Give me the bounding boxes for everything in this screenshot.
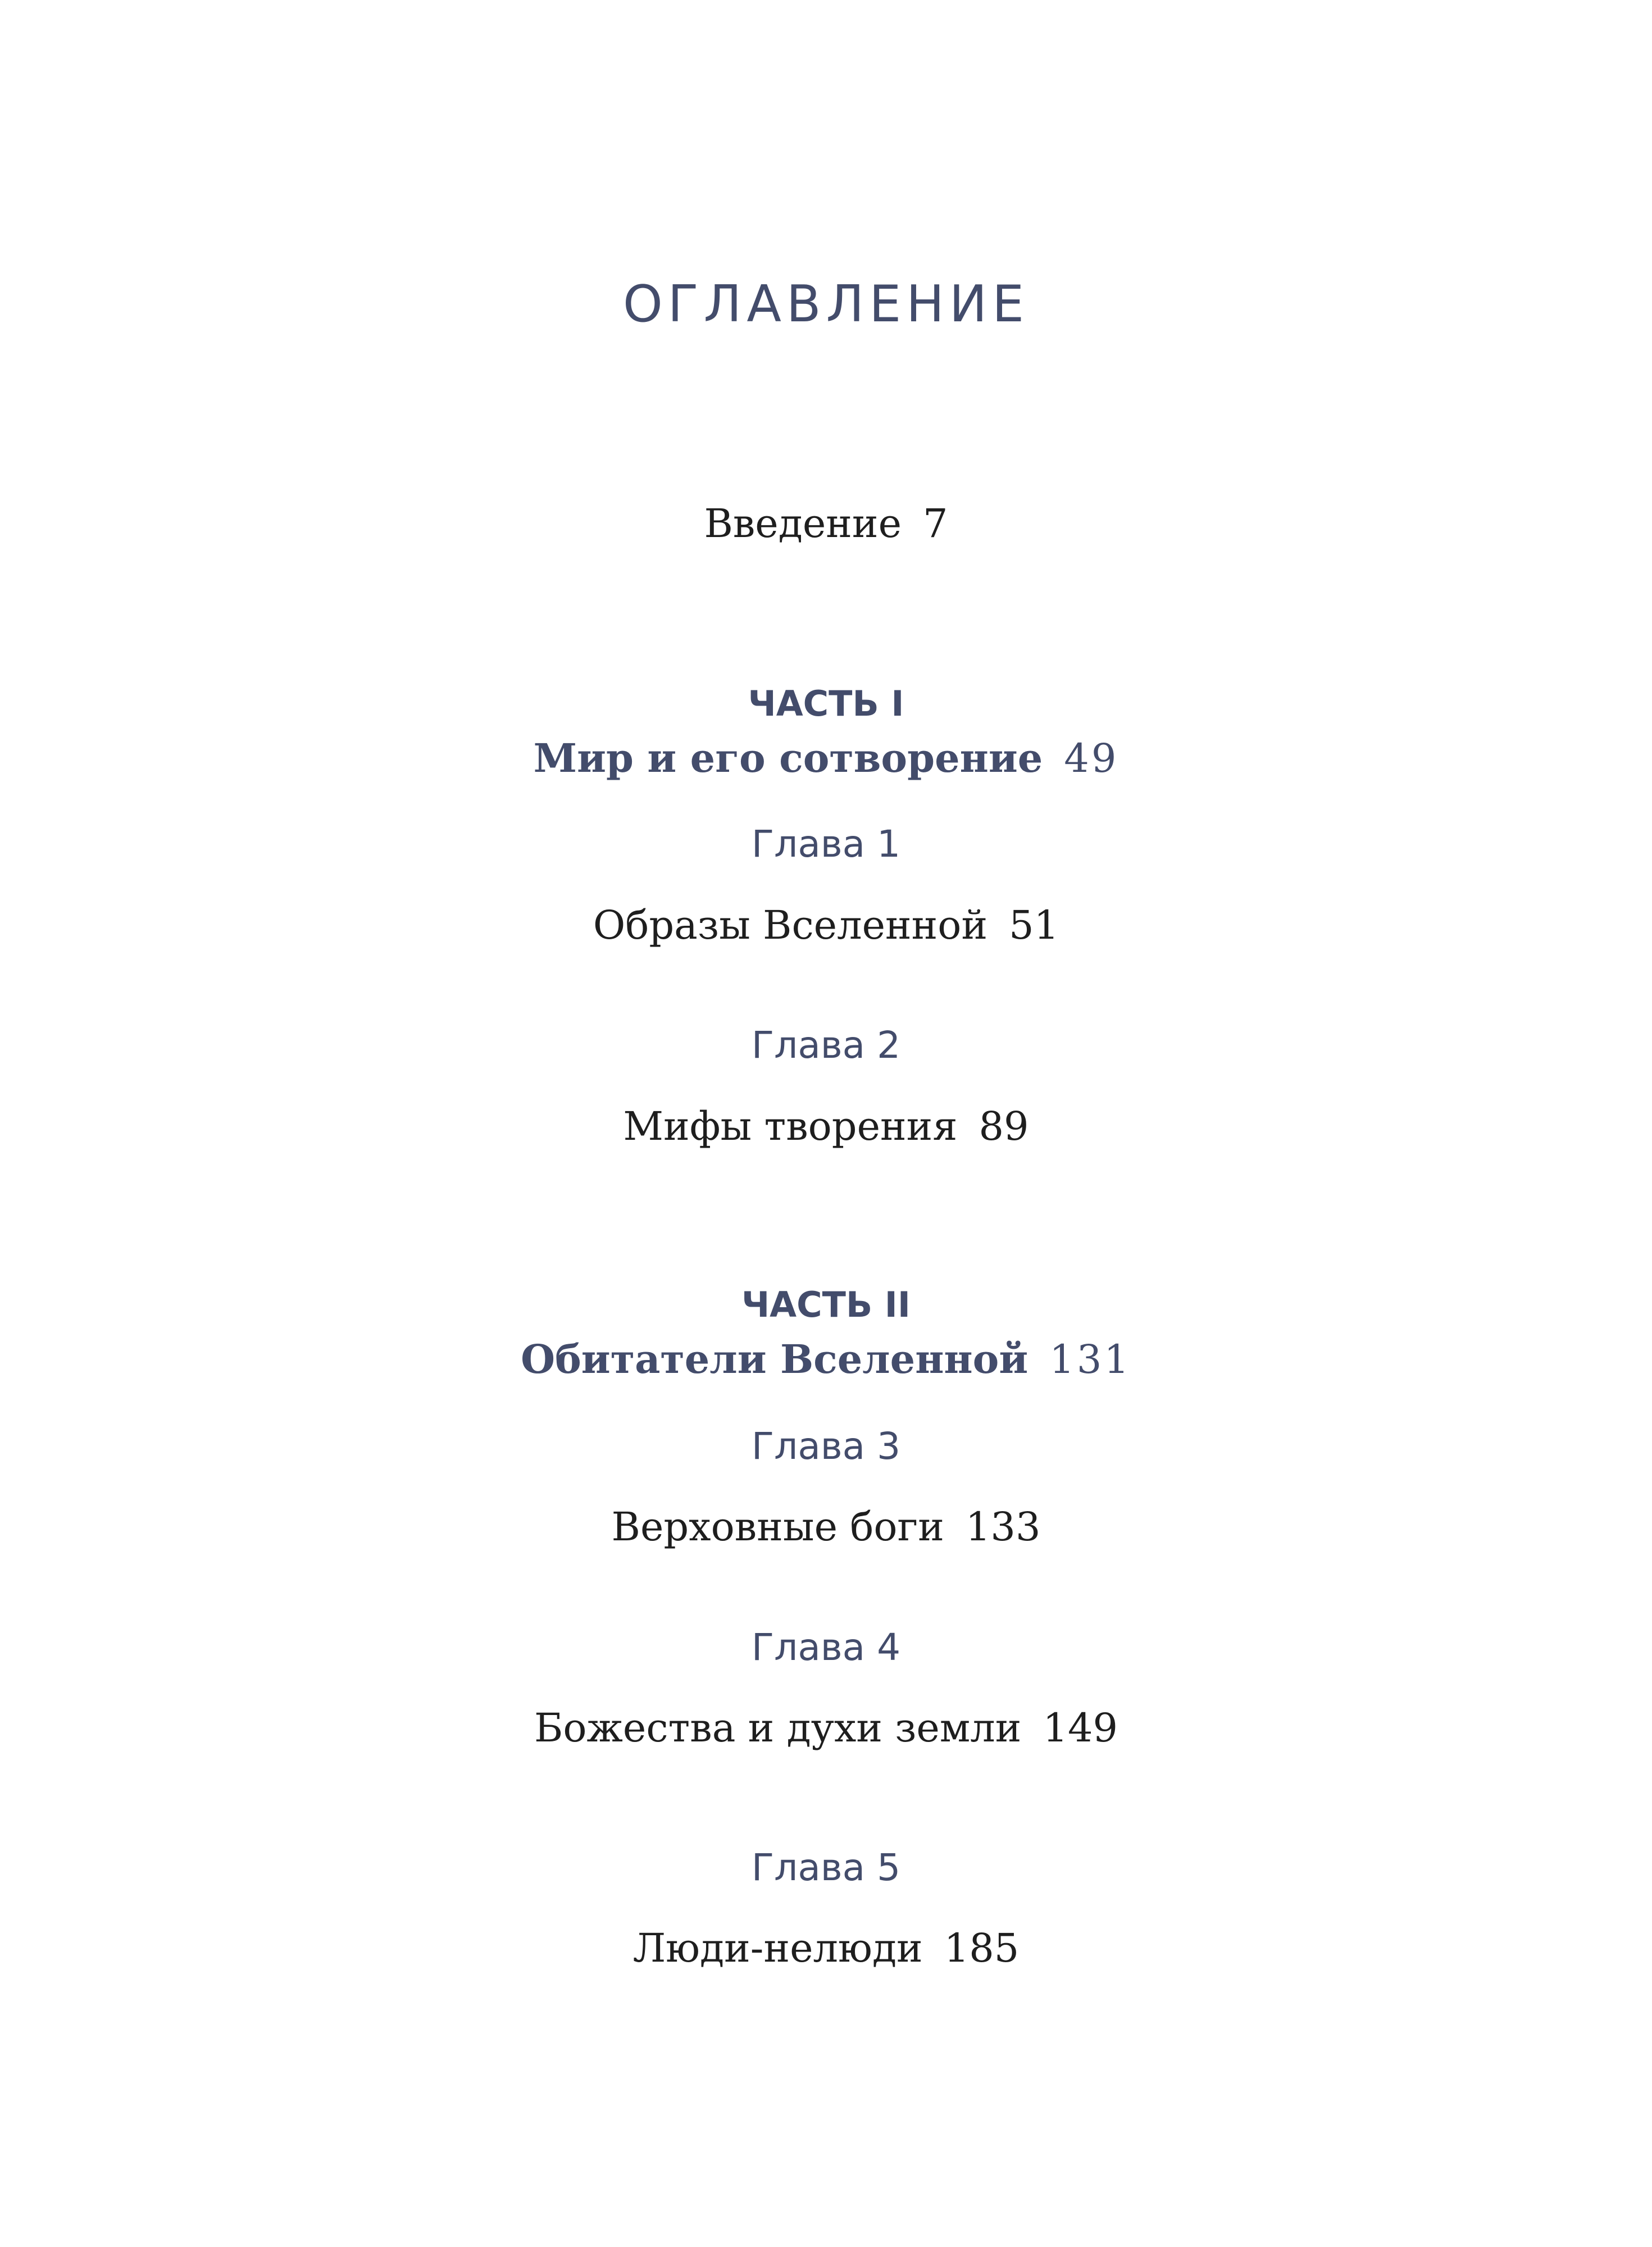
toc-entry-page: 7 bbox=[923, 501, 948, 547]
part-label: ЧАСТЬ II bbox=[741, 1284, 911, 1325]
chapter-label: Глава 5 bbox=[751, 1846, 901, 1889]
toc-entry-part-1[interactable] bbox=[0, 735, 1652, 781]
page-title: ОГЛАВЛЕНИЕ bbox=[622, 275, 1030, 334]
toc-entry-page: 149 bbox=[1043, 1705, 1118, 1751]
toc-entry-title: Введение bbox=[704, 501, 902, 547]
part-title: Мир и его сотворение bbox=[533, 735, 1043, 781]
chapter-label: Глава 2 bbox=[751, 1024, 901, 1067]
chapter-label: Глава 3 bbox=[751, 1425, 901, 1468]
chapter-label: Глава 1 bbox=[751, 822, 901, 866]
toc-entry-page: 185 bbox=[944, 1925, 1020, 1971]
toc-entry-chapter-1[interactable] bbox=[0, 902, 1652, 948]
toc-entry-title: Верховные боги bbox=[611, 1504, 944, 1550]
toc-entry-title: Образы Вселенной bbox=[593, 902, 988, 948]
toc-entry-chapter-2[interactable] bbox=[0, 1103, 1652, 1149]
toc-entry-page: 89 bbox=[979, 1103, 1029, 1149]
toc-entry-page: 51 bbox=[1009, 902, 1059, 948]
toc-entry-intro[interactable] bbox=[0, 501, 1652, 547]
toc-entry-chapter-3[interactable] bbox=[0, 1504, 1652, 1550]
part-title: Обитатели Вселенной bbox=[521, 1336, 1028, 1382]
part-page: 49 bbox=[1064, 735, 1119, 781]
toc-entry-page: 133 bbox=[965, 1504, 1041, 1550]
toc-entry-chapter-4[interactable] bbox=[0, 1705, 1652, 1751]
toc-entry-title: Мифы творения bbox=[623, 1103, 958, 1149]
part-label: ЧАСТЬ I bbox=[748, 683, 904, 724]
chapter-label: Глава 4 bbox=[751, 1626, 901, 1669]
toc-entry-chapter-5[interactable] bbox=[0, 1925, 1652, 1971]
toc-entry-part-2[interactable] bbox=[0, 1336, 1652, 1382]
part-page: 131 bbox=[1049, 1336, 1131, 1382]
toc-entry-title: Божества и духи земли bbox=[534, 1705, 1022, 1751]
toc-entry-title: Люди-нелюди bbox=[632, 1925, 923, 1971]
